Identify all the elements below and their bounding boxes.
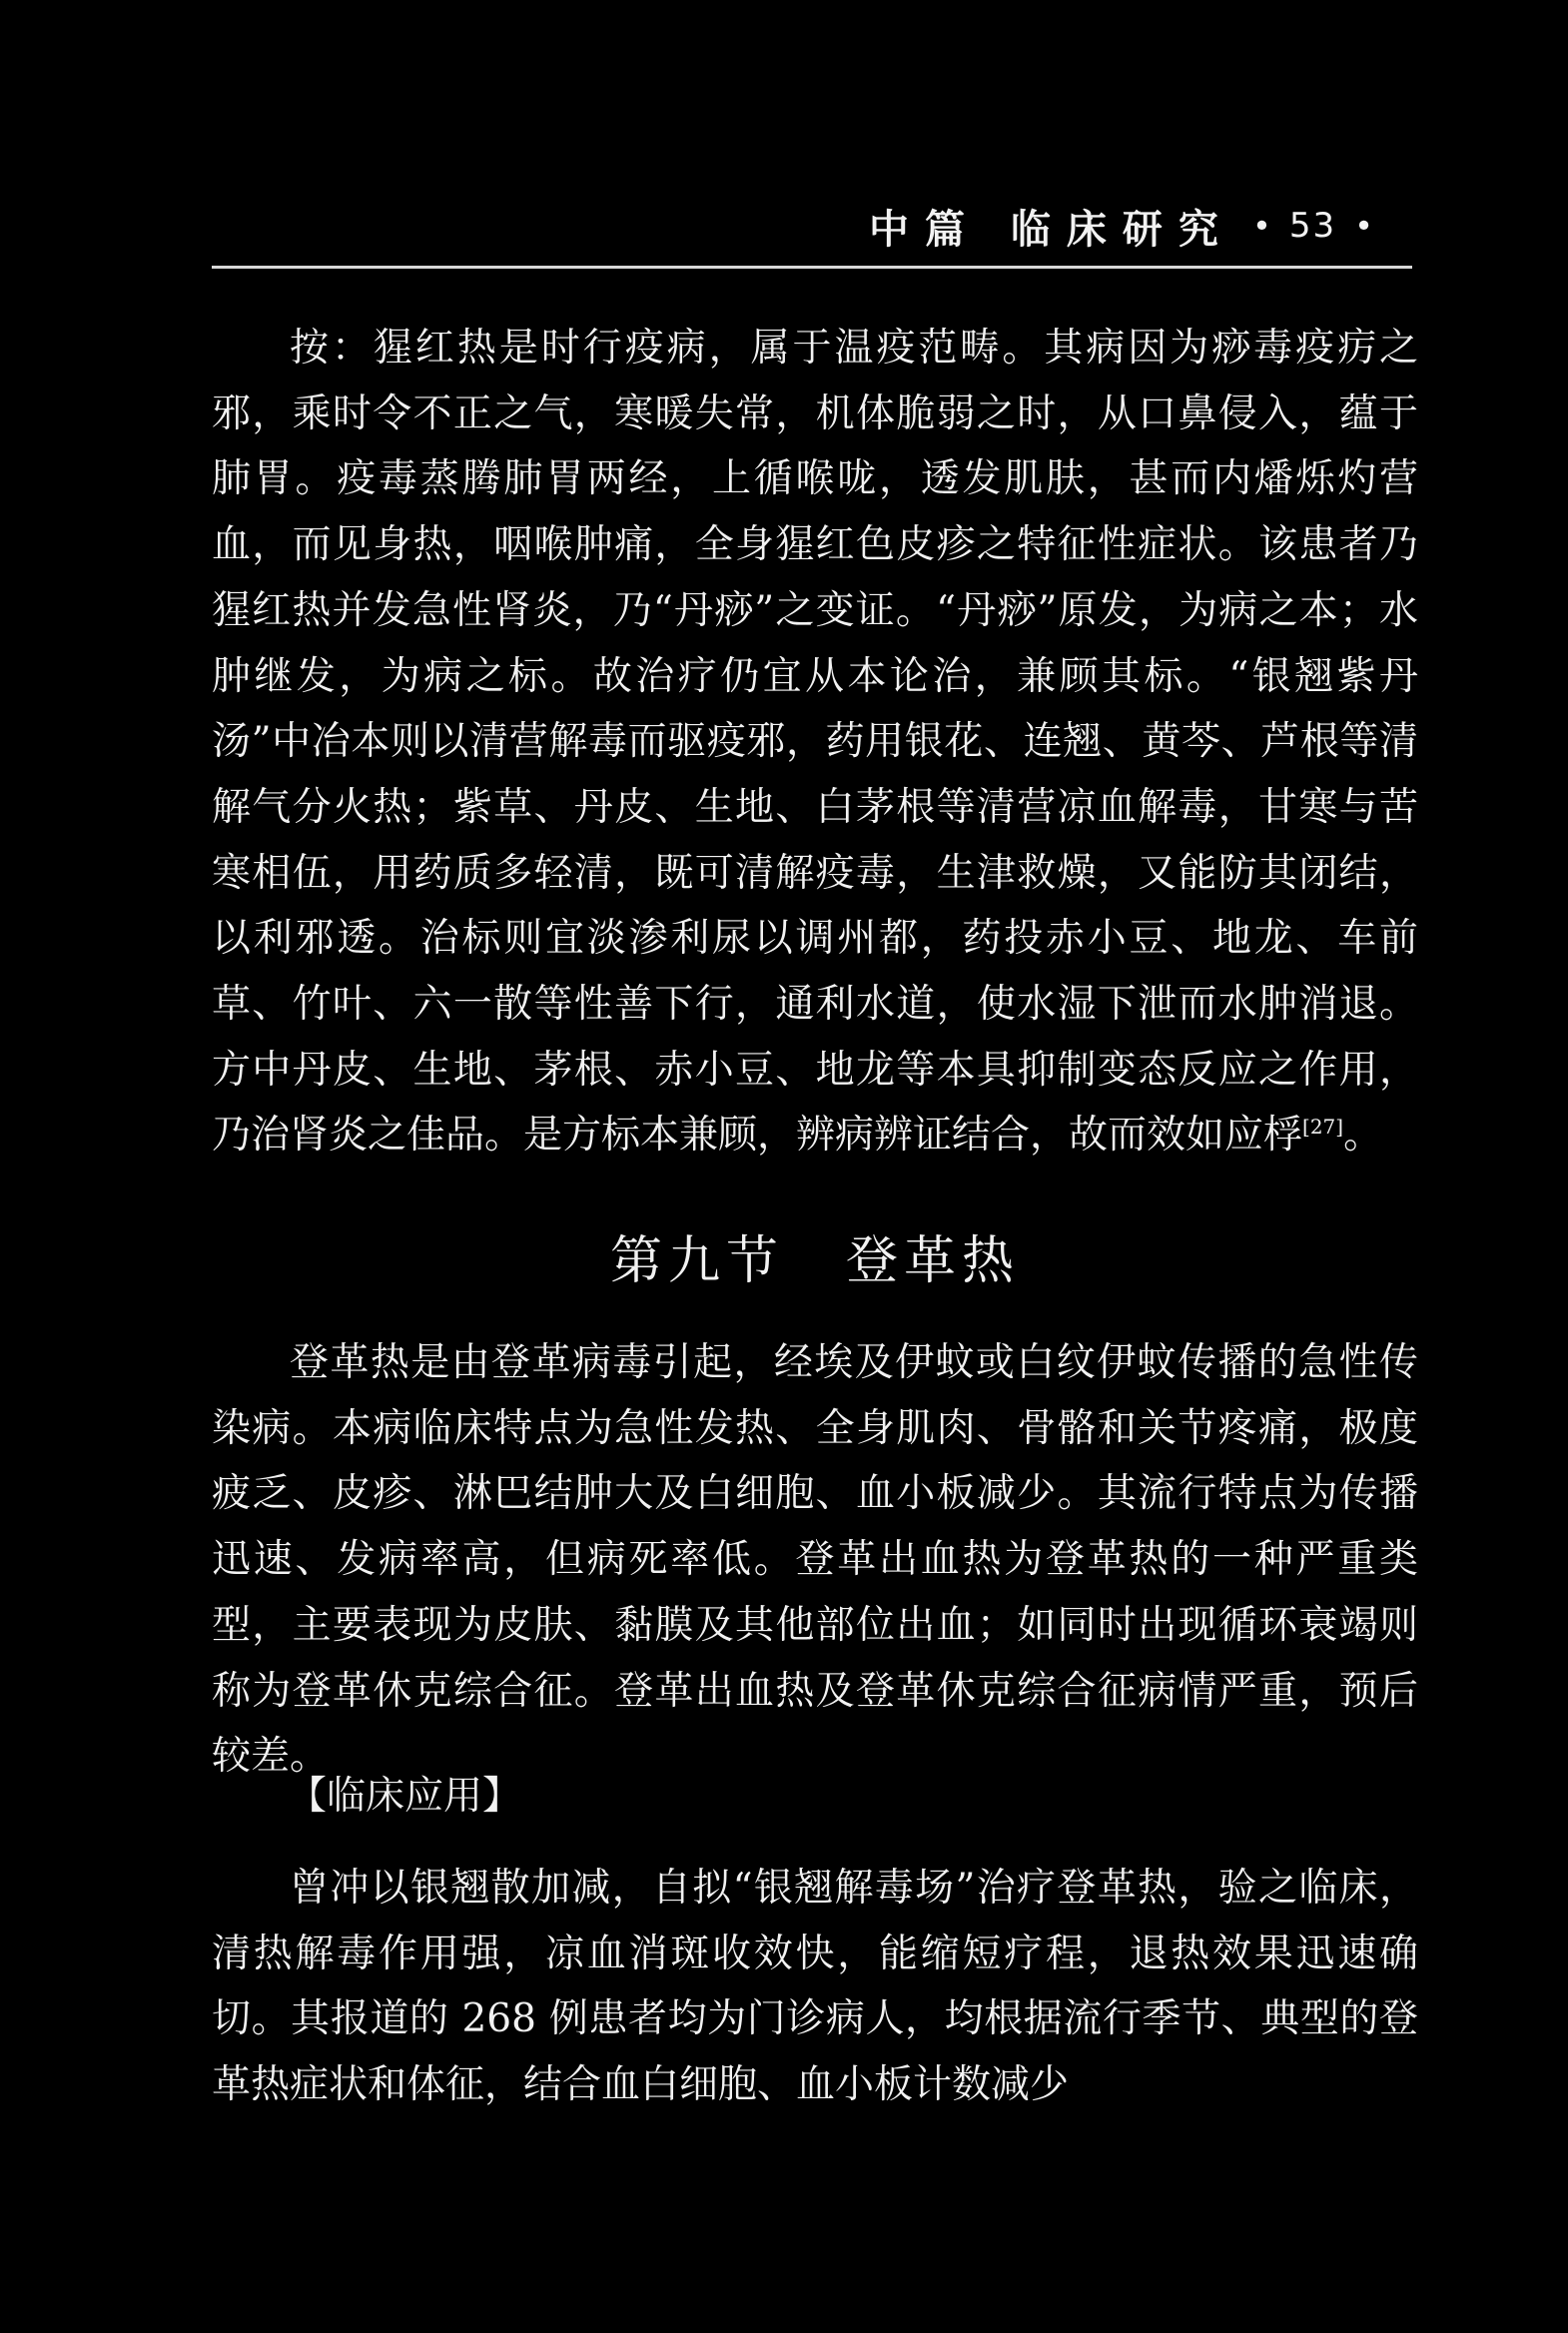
running-head-dot-right: •: [1354, 207, 1373, 245]
section-title: 登革热: [846, 1231, 1021, 1291]
intro-paragraph: 登革热是由登革病毒引起，经埃及伊蚊或白纹伊蚊传播的急性传染病。本病临床特点为急性发热、全身肌肉、骨骼和关节疼痛，极度疲乏、皮疹、淋巴结肿大及白细胞、血小板减少。其流行特点为传播迅速、发病率高，但病死率低。登革出血热为登革热的一种严重类型，主要表现为皮肤、黏膜及其他部位出血；如同时出现循环衰竭则称为登革休克综合征。登革出血热及登革休克综合征病情严重，预后较差。: [212, 1340, 1418, 1780]
running-head-section: 中篇 临床研究: [869, 205, 1234, 253]
commentary-paragraph: [212, 316, 1418, 1168]
clinical-application-heading: 【临床应用】: [288, 1774, 522, 1819]
page-number: 53: [1288, 206, 1337, 246]
commentary-text: 按：猩红热是时行疫病，属于温疫范畴。其病因为痧毒疫疠之邪，乘时令不正之气，寒暖失常，机体脆弱之时，从口鼻侵入，蕴于肺胃。疫毒蒸腾肺胃两经，上循喉咙，透发肌肤，甚而内燔烁灼营血，而见身热，咽喉肿痛，全身猩红色皮疹之特征性症状。该患者乃猩红热并发急性肾炎，乃“丹痧”之变证。“丹痧”原发，为病之本；水肿继发，为病之标。故治疗仍宜从本论治，兼顾其标。“银翘紫丹汤”中冶本则以清营解毒而驱疫邪，药用银花、连翘、黄芩、芦根等清解气分火热；紫草、丹皮、生地、白茅根等清营凉血解毒，甘寒与苦寒相伍，用药质多轻清，既可清解疫毒，生津救燥，又能防其闭结，以利邪透。治标则宜淡渗利尿以调州都，药投赤小豆、地龙、车前草、竹叶、六一散等性善下行，通利水道，使水湿下泄而水肿消退。方中丹皮、生地、茅根、赤小豆、地龙等本具抑制变态反应之作用，乃治肾炎之佳品。是方标本兼顾，辨病辨证结合，故而效如应桴: [212, 326, 1418, 1159]
running-head-dot-left: •: [1251, 207, 1271, 245]
commentary-block: [212, 316, 1418, 1168]
citation-marker: [27]: [1302, 1115, 1344, 1140]
intro-block: [212, 1330, 1418, 1790]
clinical-block: [212, 1856, 1418, 2118]
header-rule: [212, 266, 1412, 269]
clinical-paragraph: 曾冲以银翘散加减，自拟“银翘解毒场”治疗登革热，验之临床，清热解毒作用强，凉血消斑收效快，能缩短疗程，退热效果迅速确切。其报道的 268 例患者均为门诊病人，均根据流行季节、典型的登革热症状和体征，结合血白细胞、血小板计数减少: [212, 1866, 1418, 2108]
section-heading: [212, 1226, 1418, 1296]
running-head: [869, 196, 1391, 256]
commentary-end: 。: [1343, 1113, 1383, 1159]
section-number: 第九节: [609, 1231, 784, 1291]
